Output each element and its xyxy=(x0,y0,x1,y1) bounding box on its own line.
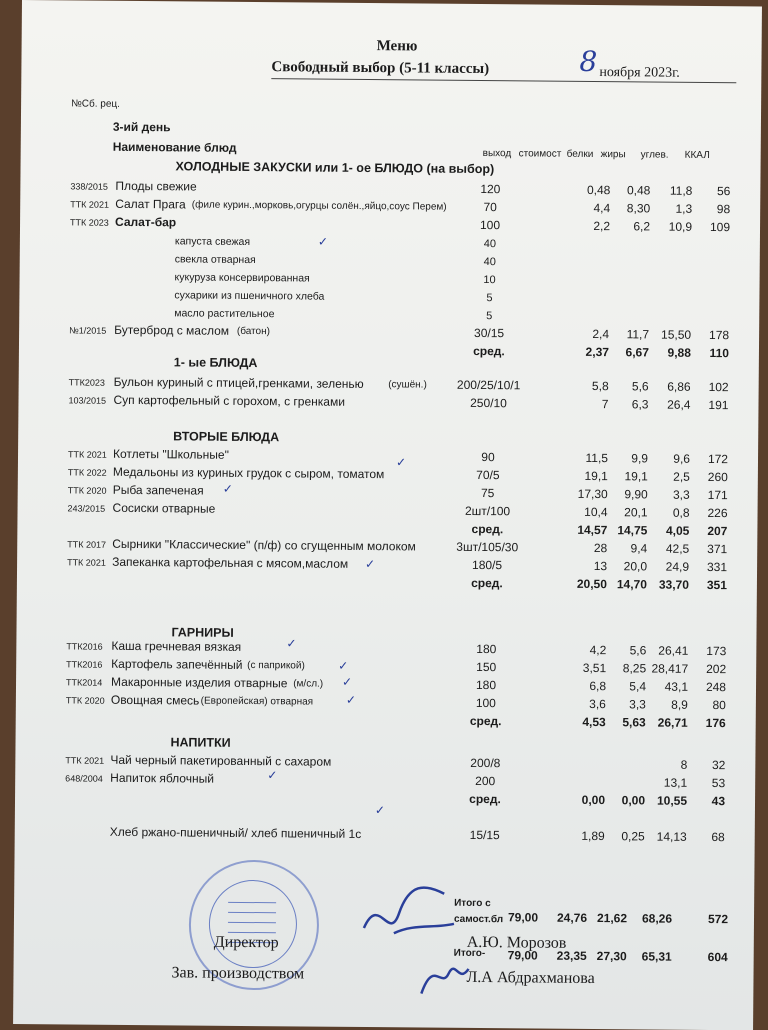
totals-label-1: Итого с xyxy=(454,897,491,910)
portion-output: 40 xyxy=(483,256,496,269)
column-header-cost: стоимост xyxy=(518,148,562,160)
portion-output: сред. xyxy=(469,791,501,807)
kcal-value: 98 xyxy=(716,202,731,217)
totals-kcal-2: 604 xyxy=(707,950,728,965)
portion-output: 200/8 xyxy=(470,755,501,771)
fat-value: 11,7 xyxy=(626,327,650,342)
kcal-value: 207 xyxy=(707,524,728,539)
fat-value: 20,1 xyxy=(624,505,648,520)
portion-output: сред. xyxy=(471,575,503,591)
kcal-value xyxy=(670,276,730,277)
menu-sheet xyxy=(13,0,762,1030)
chief-label: Зав. производством xyxy=(171,964,305,983)
protein-value: 2,4 xyxy=(592,326,610,342)
dish-name: Суп картофельный с горохом, с гренками xyxy=(113,392,346,409)
fat-value: 0,48 xyxy=(626,183,651,198)
director-signature xyxy=(354,873,465,954)
totals-cost-2: 79,00 xyxy=(507,948,538,963)
portion-output: 90 xyxy=(481,450,495,465)
chief-signature xyxy=(413,948,473,1004)
carbs-value: 26,4 xyxy=(667,397,691,412)
recipe-code: ТТК 2021 xyxy=(65,755,105,766)
section-cold-snacks: ХОЛОДНЫЕ ЗАКУСКИ или 1- ое БЛЮДО (на выбор) xyxy=(175,159,495,177)
kcal-value: 178 xyxy=(709,328,730,343)
carbs-value: 2,5 xyxy=(673,469,690,484)
portion-output: сред. xyxy=(469,713,502,729)
protein-value: 13 xyxy=(593,559,608,574)
carbs-value: 0,8 xyxy=(672,505,690,520)
kcal-value: 173 xyxy=(706,643,727,659)
totals-carbs-2: 65,31 xyxy=(641,949,672,964)
totals-label-3: Итого- xyxy=(453,947,486,960)
check-mark-icon: ✓ xyxy=(267,768,278,783)
recipe-code: ТТК2016 xyxy=(66,641,103,652)
carbs-value: 8,9 xyxy=(671,697,688,712)
portion-output: 5 xyxy=(486,310,493,323)
protein-value xyxy=(545,775,605,776)
kcal-value xyxy=(670,258,730,259)
director-label: Директор xyxy=(213,933,279,952)
recipe-code: 243/2015 xyxy=(67,503,106,514)
dish-name: Чай черный пакетированный с сахаром xyxy=(110,752,332,769)
recipe-number-label: №Сб. рец. xyxy=(71,98,121,110)
fat-value: 3,3 xyxy=(629,697,646,712)
dish-note: (Европейская) отварная xyxy=(200,695,314,708)
fat-value: 19,1 xyxy=(624,469,648,484)
carbs-value: 43,1 xyxy=(664,679,689,694)
check-mark-icon: ✓ xyxy=(338,658,349,673)
fat-value: 6,2 xyxy=(633,219,651,234)
kcal-value: 191 xyxy=(708,398,729,413)
dish-name: Макаронные изделия отварные xyxy=(110,674,288,691)
dish-name: Котлеты "Школьные" xyxy=(112,446,229,462)
dish-name: кукуруза консервированная xyxy=(174,271,310,285)
portion-output: 100 xyxy=(479,218,501,233)
protein-value: 3,51 xyxy=(582,660,607,676)
portion-output: 120 xyxy=(480,182,501,197)
dish-name: масло растительное xyxy=(174,307,275,321)
portion-output: 40 xyxy=(483,238,497,251)
check-mark-icon: ✓ xyxy=(222,481,233,496)
column-header-name: Наименование блюд xyxy=(112,139,237,155)
protein-value xyxy=(549,311,609,312)
carbs-value: 26,71 xyxy=(657,715,688,730)
dish-name: сухарики из пшеничного хлеба xyxy=(174,289,325,303)
protein-value: 28 xyxy=(593,541,608,556)
totals-cost-1: 79,00 xyxy=(507,910,539,925)
column-header-fat: жиры xyxy=(600,149,626,161)
fat-value xyxy=(589,293,649,294)
fat-value: 5,63 xyxy=(622,715,646,730)
kcal-value: 80 xyxy=(712,698,726,713)
fat-value: 6,67 xyxy=(625,345,650,360)
column-header-protein: белки xyxy=(566,148,594,160)
fat-value: 0,00 xyxy=(621,793,646,808)
recipe-code: ТТК 2021 xyxy=(67,557,106,568)
recipe-code: ТТК 2021 xyxy=(70,199,110,210)
carbs-value: 1,3 xyxy=(675,201,693,216)
portion-output: 30/15 xyxy=(474,325,505,341)
protein-value: 4,4 xyxy=(593,200,611,216)
carbs-value: 24,9 xyxy=(665,559,690,574)
carbs-value: 15,50 xyxy=(661,327,692,342)
kcal-value: 172 xyxy=(707,452,729,467)
chief-name: Л.А Абдрахманова xyxy=(466,968,595,988)
protein-value: 2,37 xyxy=(585,344,610,360)
column-header-kcal: ККАЛ xyxy=(684,149,710,162)
dish-name: капуста свежая xyxy=(174,235,251,248)
fat-value: 9,4 xyxy=(630,541,648,556)
section-drinks: НАПИТКИ xyxy=(170,735,231,750)
protein-value: 14,57 xyxy=(577,522,608,538)
carbs-value: 42,5 xyxy=(665,541,690,556)
fat-value: 8,30 xyxy=(626,201,651,216)
protein-value xyxy=(550,239,610,240)
director-name: А.Ю. Морозов xyxy=(466,933,567,952)
dish-name: Овощная смесь xyxy=(110,692,200,708)
fat-value xyxy=(590,275,650,276)
dish-note: (м/сл.) xyxy=(293,678,324,690)
totals-label-2: самост.бл xyxy=(453,913,504,926)
carbs-value: 9,88 xyxy=(667,345,692,360)
carbs-value: 8 xyxy=(680,757,688,772)
protein-value: 10,4 xyxy=(584,504,608,520)
protein-value: 4,53 xyxy=(582,714,606,730)
dish-name: Бутерброд с маслом xyxy=(114,322,230,338)
protein-value: 11,5 xyxy=(585,450,609,466)
kcal-value: 171 xyxy=(707,488,728,503)
fat-value: 5,4 xyxy=(629,679,647,694)
portion-output: 250/10 xyxy=(470,395,507,411)
portion-output: 200/25/10/1 xyxy=(456,377,521,393)
dish-name: Медальоны из куриных грудок с сыром, томатом xyxy=(112,464,385,482)
portion-output: 200 xyxy=(475,773,496,789)
column-header-carbs: углев. xyxy=(640,149,669,161)
portion-output: сред. xyxy=(473,343,505,359)
fat-value xyxy=(590,239,650,240)
carbs-value xyxy=(631,311,691,312)
carbs-value xyxy=(632,257,692,258)
recipe-code: ТТК 2017 xyxy=(67,539,107,550)
protein-value xyxy=(550,257,610,258)
portion-output: 10 xyxy=(483,274,496,287)
fat-value: 5,6 xyxy=(631,379,649,394)
protein-value xyxy=(550,275,610,276)
check-mark-icon: ✓ xyxy=(317,234,329,249)
carbs-value: 26,41 xyxy=(658,643,689,658)
carbs-value: 6,86 xyxy=(667,379,691,394)
carbs-value: 13,1 xyxy=(663,775,688,790)
totals-fat-2: 27,30 xyxy=(596,949,627,964)
carbs-value xyxy=(632,275,692,276)
carbs-value: 4,05 xyxy=(665,523,690,538)
portion-output: 180 xyxy=(475,677,497,693)
column-header-output: выход xyxy=(482,148,512,160)
dish-name: Каша гречневая вязкая xyxy=(111,638,242,654)
recipe-code: 338/2015 xyxy=(70,181,108,192)
menu-subtitle: Свободный выбор (5-11 классы) xyxy=(271,59,490,78)
carbs-value: 10,9 xyxy=(668,219,693,234)
protein-value: 0,48 xyxy=(586,182,611,198)
protein-value: 0,00 xyxy=(581,792,606,808)
protein-value: 17,30 xyxy=(577,486,608,502)
protein-value: 20,50 xyxy=(576,576,607,592)
recipe-code: 648/2004 xyxy=(65,773,103,784)
dish-name: Сырники "Классические" (п/ф) со сгущенным молоком xyxy=(112,536,416,554)
dish-note: (с паприкой) xyxy=(247,659,305,672)
fat-value: 20,0 xyxy=(623,559,648,574)
dish-name: Плоды свежие xyxy=(115,178,197,194)
portion-output: 100 xyxy=(475,695,496,711)
recipe-code: ТТК2016 xyxy=(66,659,103,670)
kcal-value: 110 xyxy=(709,346,730,361)
fat-value: 0,25 xyxy=(621,829,645,844)
protein-value xyxy=(545,757,605,758)
carbs-value xyxy=(632,239,692,240)
fat-value: 14,70 xyxy=(616,577,647,592)
totals-protein-1: 24,76 xyxy=(556,910,588,925)
kcal-value: 371 xyxy=(707,542,728,557)
carbs-value: 11,8 xyxy=(669,183,693,198)
fat-value: 9,9 xyxy=(631,451,649,466)
kcal-value: 260 xyxy=(707,470,728,485)
kcal-value xyxy=(670,240,730,241)
kcal-value: 68 xyxy=(711,830,725,845)
portion-output: 70 xyxy=(483,200,497,215)
recipe-code: ТТК 2023 xyxy=(70,217,109,228)
portion-output: 2шт/100 xyxy=(464,503,511,519)
totals-carbs-1: 68,26 xyxy=(641,911,673,926)
protein-value: 6,8 xyxy=(589,678,607,694)
kcal-value: 331 xyxy=(706,559,728,575)
kcal-value: 248 xyxy=(705,679,727,695)
kcal-value: 176 xyxy=(705,715,726,731)
table-row xyxy=(15,824,755,848)
recipe-code: ТТК 2020 xyxy=(67,485,107,496)
carbs-value: 33,70 xyxy=(658,577,689,592)
check-mark-icon: ✓ xyxy=(342,674,353,689)
protein-value: 7 xyxy=(601,397,609,412)
kcal-value: 351 xyxy=(706,577,727,593)
fat-value: 14,75 xyxy=(617,523,648,538)
portion-output: 70/5 xyxy=(476,467,500,483)
dish-name: свекла отварная xyxy=(174,253,256,267)
kcal-value xyxy=(669,294,729,295)
kcal-value: 56 xyxy=(716,184,731,199)
dish-name: Сосиски отварные xyxy=(112,500,216,516)
protein-value: 4,2 xyxy=(589,642,607,658)
recipe-code: ТТК 2020 xyxy=(65,695,105,706)
fat-value xyxy=(590,257,650,258)
check-mark-icon: ✓ xyxy=(395,455,407,470)
recipe-code: ТТК 2022 xyxy=(67,467,107,478)
fat-value: 5,6 xyxy=(629,643,647,658)
dish-name: Салат-бар xyxy=(115,214,177,230)
dish-name: Хлеб ржано-пшеничный/ хлеб пшеничный 1с xyxy=(109,824,362,841)
protein-value: 19,1 xyxy=(584,468,608,484)
dish-name: Напиток яблочный xyxy=(110,770,215,786)
dish-name: Рыба запеченая xyxy=(112,482,204,498)
kcal-value xyxy=(669,312,729,313)
recipe-code: ТТК 2021 xyxy=(67,449,107,460)
check-mark-icon: ✓ xyxy=(286,636,297,651)
protein-value xyxy=(549,293,609,294)
protein-value: 2,2 xyxy=(593,218,611,234)
portion-output: 15/15 xyxy=(469,827,500,843)
portion-output: 180 xyxy=(476,641,497,657)
portion-output: 150 xyxy=(476,659,497,675)
portion-output: 75 xyxy=(480,486,495,501)
portion-output: 180/5 xyxy=(472,557,503,573)
fat-value: 9,90 xyxy=(624,487,648,502)
official-stamp-inner xyxy=(209,880,298,969)
dish-name: Бульон куриный с птицей,гренками, зеленью xyxy=(113,374,364,391)
section-garnishes: ГАРНИРЫ xyxy=(171,625,234,640)
portion-output: 5 xyxy=(486,292,493,305)
check-mark-icon: ✓ xyxy=(365,557,376,572)
dish-name: Салат Прага xyxy=(115,196,186,212)
recipe-code: №1/2015 xyxy=(69,325,107,336)
portion-output: 3шт/105/30 xyxy=(456,539,519,555)
protein-value: 5,8 xyxy=(591,378,609,394)
carbs-value xyxy=(631,293,691,294)
carbs-value: 10,55 xyxy=(656,793,688,808)
fat-value: 8,25 xyxy=(622,661,647,676)
handwritten-date-day: 8 xyxy=(579,44,598,79)
protein-value: 1,89 xyxy=(581,828,605,844)
dish-note: (сушён.) xyxy=(388,379,427,391)
recipe-code: ТТК2014 xyxy=(66,677,103,688)
kcal-value: 43 xyxy=(711,794,726,809)
date-text: ноября 2023г. xyxy=(599,65,680,81)
carbs-value: 14,13 xyxy=(656,829,687,844)
recipe-code: 103/2015 xyxy=(68,395,107,406)
protein-value: 3,6 xyxy=(589,696,606,712)
dish-note: (филе курин.,морковь,огурцы солён.,яйцо,соус Перем) xyxy=(191,199,447,213)
section-second-courses: ВТОРЫЕ БЛЮДА xyxy=(173,429,280,445)
carbs-value: 3,3 xyxy=(672,487,690,502)
carbs-value: 9,6 xyxy=(673,451,691,466)
totals-fat-1: 21,62 xyxy=(596,911,628,926)
fat-value xyxy=(589,311,649,312)
totals-kcal-1: 572 xyxy=(707,912,729,927)
section-first-courses: 1- ые БЛЮДА xyxy=(173,355,258,371)
kcal-value: 109 xyxy=(709,220,731,235)
carbs-value: 28,417 xyxy=(651,661,689,676)
dish-name: Запеканка картофельная с мясом,маслом xyxy=(112,554,349,571)
day-label: 3-ий день xyxy=(112,119,171,135)
recipe-code: ТТК2023 xyxy=(68,377,105,388)
totals-protein-2: 23,35 xyxy=(556,948,587,963)
kcal-value: 32 xyxy=(711,758,726,773)
portion-output: сред. xyxy=(471,521,504,537)
fat-value: 6,3 xyxy=(631,397,649,412)
dish-name: Картофель запечённый xyxy=(111,656,243,672)
kcal-value: 202 xyxy=(706,661,727,677)
menu-title: Меню xyxy=(376,38,418,55)
check-mark-icon: ✓ xyxy=(345,692,357,707)
check-mark-icon: ✓ xyxy=(374,803,386,818)
dish-note: (батон) xyxy=(236,325,271,338)
kcal-value: 53 xyxy=(711,776,726,791)
kcal-value: 226 xyxy=(707,506,728,521)
kcal-value: 102 xyxy=(708,380,729,395)
